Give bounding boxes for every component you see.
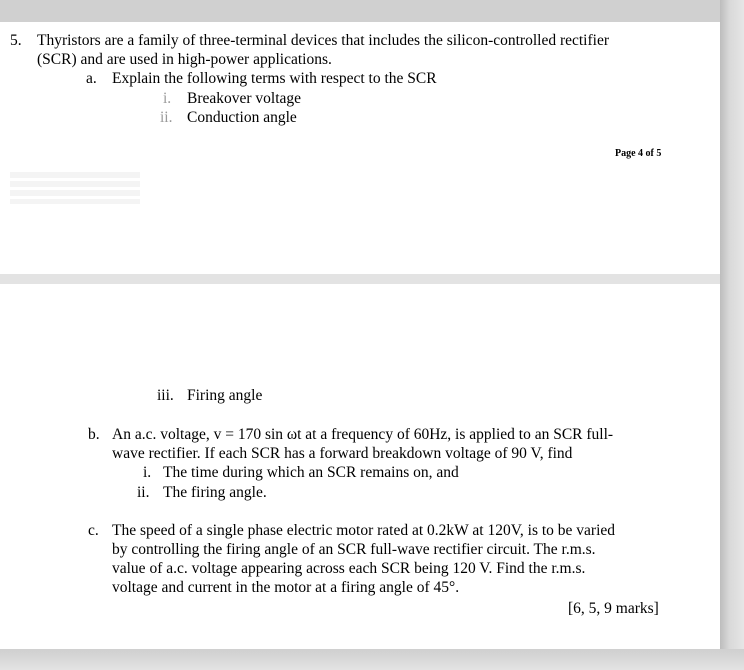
sub-ii-marker: ii.	[160, 109, 173, 126]
part-b-line-2: wave rectifier. If each SCR has a forward breakdown voltage of 90 V, find	[112, 445, 573, 462]
sub-i-text: Breakover voltage	[187, 90, 302, 107]
part-c-line-3: value of a.c. voltage appearing across each SCR being 120 V. Find the r.m.s.	[112, 560, 586, 577]
sub-iii-text: Firing angle	[187, 387, 263, 404]
sub-ii-text: Conduction angle	[187, 109, 297, 126]
viewer-right-margin	[720, 0, 744, 670]
faded-watermark-text	[10, 172, 140, 204]
question-text-line-1: Thyristors are a family of three-terminal devices that includes the silicon-controlled rectifier	[37, 32, 609, 49]
part-c-line-4: voltage and current in the motor at a firing angle of 45°.	[112, 579, 460, 596]
page-footer: Page 4 of 5	[615, 148, 662, 159]
part-b-sub-ii-text: The firing angle.	[163, 484, 267, 501]
part-b-sub-i-text: The time during which an SCR remains on, and	[163, 464, 459, 481]
part-b-sub-i-marker: i.	[143, 464, 152, 481]
part-b-line-1: An a.c. voltage, v = 170 sin ωt at a frequency of 60Hz, is applied to an SCR full-	[112, 426, 614, 443]
question-text-line-2: (SCR) and are used in high-power applications.	[37, 51, 332, 68]
part-c-line-2: by controlling the firing angle of an SCR full-wave rectifier circuit. The r.m.s.	[112, 541, 596, 558]
part-a-text: Explain the following terms with respect to the SCR	[112, 70, 437, 87]
document-page-4	[0, 22, 720, 274]
part-a-marker: a.	[86, 70, 97, 87]
marks-allocation: [6, 5, 9 marks]	[568, 600, 659, 617]
page-gap	[0, 274, 720, 284]
part-b-sub-ii-marker: ii.	[137, 484, 150, 501]
part-c-marker: c.	[88, 522, 99, 539]
part-c-line-1: The speed of a single phase electric motor rated at 0.2kW at 120V, is to be varied	[112, 522, 616, 539]
viewer-bottom-margin	[0, 649, 744, 670]
part-b-marker: b.	[88, 426, 100, 443]
question-number: 5.	[10, 32, 22, 49]
sub-iii-marker: iii.	[157, 387, 174, 404]
sub-i-marker: i.	[163, 90, 172, 107]
document-page-5	[0, 284, 720, 649]
